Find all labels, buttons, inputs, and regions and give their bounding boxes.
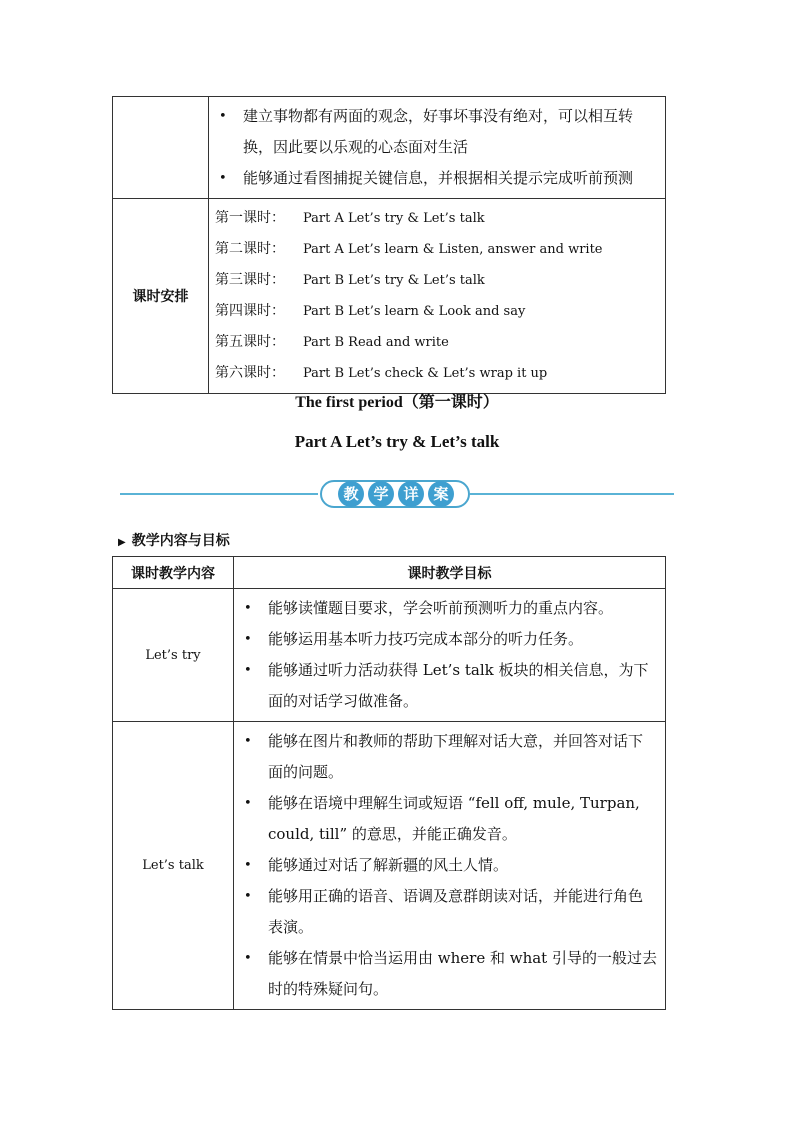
banner-char: 学 [368, 481, 394, 507]
bullet-icon: • [244, 632, 252, 647]
period-title: The first period（第一课时） [295, 394, 499, 411]
objective-list [234, 589, 665, 721]
row-label: Let’s talk [113, 722, 234, 1010]
list-item: • 能够通过听力活动获得 Let’s talk 板块的相关信息，为下面的对话学习做准备。 [242, 655, 657, 717]
list-item: • 能够运用基本听力技巧完成本部分的听力任务。 [242, 624, 657, 655]
table-row [113, 97, 666, 199]
triangle-right-icon: ▶ [118, 537, 126, 548]
table-cell-empty [113, 97, 209, 199]
section-heading: ▶ 教学内容与目标 [118, 533, 230, 549]
list-item: • 能够通过看图捕捉关键信息，并根据相关提示完成听前预测 [217, 163, 657, 194]
lesson-title: Part A Let’s try & Let’s talk [294, 432, 500, 451]
bullet-icon: • [244, 734, 252, 749]
lesson-row: 第一课时： Part A Let’s try & Let’s talk [215, 210, 485, 226]
bullet-icon: • [244, 663, 252, 678]
row-objectives [234, 722, 666, 1010]
list-item: • 能够通过对话了解新疆的风土人情。 [242, 850, 657, 881]
table-cell-goals [209, 97, 666, 199]
row-objectives [234, 589, 666, 722]
bullet-icon: • [244, 601, 252, 616]
list-item: • 建立事物都有两面的观念，好事坏事没有绝对，可以相互转换，因此要以乐观的心态面对生活 [217, 101, 657, 163]
list-item: • 能够在图片和教师的帮助下理解对话大意，并回答对话下面的问题。 [242, 726, 657, 788]
table-row [113, 589, 666, 722]
schedule-label: 课时安排 [113, 199, 209, 394]
list-item: • 能够在情景中恰当运用由 where 和 what 引导的一般过去时的特殊疑问句。 [242, 943, 657, 1005]
row-label: Let’s try [113, 589, 234, 722]
objectives-table [112, 556, 666, 1010]
banner-char: 详 [398, 481, 424, 507]
banner-line-left [120, 493, 318, 495]
list-item: • 能够用正确的语音、语调及意群朗读对话，并能进行角色表演。 [242, 881, 657, 943]
bullet-icon: • [219, 171, 227, 186]
bullet-icon: • [219, 109, 227, 124]
section-banner [120, 478, 674, 510]
banner-line-right [470, 493, 674, 495]
lesson-row: 第四课时： Part B Let’s learn & Look and say [215, 303, 526, 319]
bullet-icon: • [244, 858, 252, 873]
table-cell-lessons [209, 199, 666, 394]
lesson-row: 第五课时： Part B Read and write [215, 334, 449, 350]
table-row [113, 199, 666, 394]
bullet-icon: • [244, 889, 252, 904]
list-item: • 能够读懂题目要求，学会听前预测听力的重点内容。 [242, 593, 657, 624]
table-header-row [113, 557, 666, 589]
lesson-row: 第六课时： Part B Let’s check & Let’s wrap it up [215, 365, 548, 381]
banner-char: 案 [428, 481, 454, 507]
banner-text [338, 478, 454, 507]
table-row [113, 722, 666, 1010]
header-content: 课时教学内容 [113, 557, 234, 589]
lesson-row: 第二课时： Part A Let’s learn & Listen, answer and write [215, 241, 603, 257]
objective-list [234, 722, 665, 1009]
goal-list [209, 97, 665, 198]
lesson-row: 第三课时： Part B Let’s try & Let’s talk [215, 272, 485, 288]
header-objectives: 课时教学目标 [234, 557, 666, 589]
schedule-table [112, 96, 666, 394]
lesson-list [209, 199, 665, 393]
bullet-icon: • [244, 796, 252, 811]
banner-char: 教 [338, 481, 364, 507]
bullet-icon: • [244, 951, 252, 966]
list-item: • 能够在语境中理解生词或短语 “fell off, mule, Turpan, could, till” 的意思，并能正确发音。 [242, 788, 657, 850]
